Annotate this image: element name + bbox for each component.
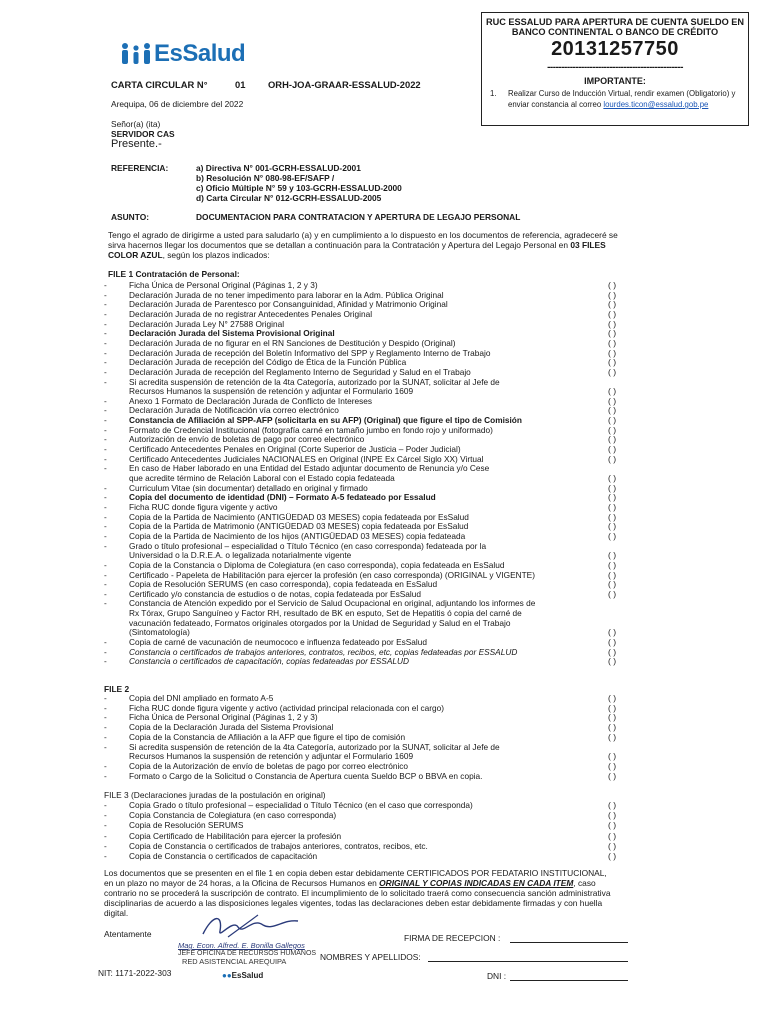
list-item-text: Constancia o certificados de trabajos anteriores, contratos, recibos, etc, copias fedateadas por ESSALUD bbox=[129, 646, 518, 657]
checkbox-paren[interactable]: ( ) bbox=[608, 731, 617, 742]
checkbox-paren[interactable]: ( ) bbox=[608, 550, 617, 561]
list-item-text: Constancia de Atención expedido por el Servicio de Salud Ocupacional en original, adjuntando los informes de bbox=[129, 598, 536, 609]
intro-line3: , según los plazos indicados: bbox=[162, 250, 270, 261]
ruc-info-box bbox=[481, 12, 749, 126]
checkbox-paren[interactable]: ( ) bbox=[608, 559, 617, 570]
list-item-text: Copia Certificado de Habilitación para ejercer la profesión bbox=[129, 830, 342, 841]
bullet-dash: - bbox=[104, 357, 107, 368]
list-item-text: vacunación fedateado, Formatos originales otorgados por la Unidad de Seguridad y Salud en el Trabajo bbox=[129, 617, 511, 628]
list-item-text: Ficha Única de Personal Original (Páginas 1, 2 y 3) bbox=[129, 712, 318, 723]
bullet-dash: - bbox=[104, 770, 107, 781]
bullet-dash: - bbox=[104, 482, 107, 493]
checkbox-paren[interactable]: ( ) bbox=[608, 318, 617, 329]
bullet-dash: - bbox=[104, 463, 107, 474]
list-item-text: Copia de la Autorización de envío de boletas de pago por correo electrónico bbox=[129, 760, 409, 771]
bullet-dash: - bbox=[104, 559, 107, 570]
checkbox-paren[interactable]: ( ) bbox=[608, 299, 617, 310]
list-item-text: Copia de Constancia o certificados de trabajos anteriores, contratos, recibos, etc. bbox=[129, 840, 428, 851]
checkbox-paren[interactable]: ( ) bbox=[608, 347, 617, 358]
list-item-text: (Sintomatología) bbox=[129, 627, 190, 638]
bullet-dash: - bbox=[104, 760, 107, 771]
referencia-item: d) Carta Circular N° 012-GCRH-ESSALUD-2005 bbox=[196, 193, 382, 203]
checkbox-paren[interactable]: ( ) bbox=[608, 492, 617, 503]
important-label: IMPORTANTE: bbox=[584, 76, 646, 86]
bullet-dash: - bbox=[104, 569, 107, 580]
list-item-text: Ficha RUC donde figura vigente y activo (actividad principal relacionada con el cargo) bbox=[129, 702, 444, 713]
bullet-dash: - bbox=[104, 424, 107, 435]
checkbox-paren[interactable]: ( ) bbox=[608, 693, 617, 703]
checkbox-paren[interactable]: ( ) bbox=[608, 656, 617, 667]
checkbox-paren[interactable]: ( ) bbox=[608, 280, 617, 290]
checkbox-paren[interactable]: ( ) bbox=[608, 308, 617, 319]
list-item-text: Ficha Única de Personal Original (Páginas 1, 2 y 3) bbox=[129, 280, 318, 290]
list-item-text: Declaración Jurada de recepción del Reglamento Interno de Seguridad y Salud en el Trabajo bbox=[129, 366, 471, 377]
list-item-text: Curriculum Vitae (sin documentar) detallado en original y firmado bbox=[129, 482, 368, 493]
salutation: Señor(a) (ita) bbox=[111, 119, 161, 129]
intro-color: COLOR AZUL bbox=[108, 250, 163, 261]
checkbox-paren[interactable]: ( ) bbox=[608, 405, 617, 416]
checkbox-paren[interactable]: ( ) bbox=[608, 453, 617, 464]
bullet-dash: - bbox=[104, 741, 107, 752]
checkbox-paren[interactable]: ( ) bbox=[608, 800, 617, 810]
closing-line2-end: , caso bbox=[573, 878, 596, 889]
list-item-text: Certificado - Papeleta de Habilitación para ejercer la profesión (en caso corresponda) (ORIGINAL y VIGENTE) bbox=[129, 569, 535, 580]
list-item-text: Grado o título profesional – especialidad o Título Técnico (en caso corresponda) fedateada por la bbox=[129, 540, 487, 551]
bullet-dash: - bbox=[104, 395, 107, 406]
list-item-text: Declaración Jurada de Parentesco por Consanguinidad, Afinidad y Matrimonio Original bbox=[129, 299, 448, 310]
checkbox-paren[interactable]: ( ) bbox=[608, 627, 617, 638]
signer-logo-text: EsSalud bbox=[231, 971, 264, 980]
checkbox-paren[interactable]: ( ) bbox=[608, 328, 617, 339]
bullet-dash: - bbox=[104, 530, 107, 541]
atentamente: Atentamente bbox=[104, 929, 152, 939]
checkbox-paren[interactable]: ( ) bbox=[608, 444, 617, 455]
list-item-text: Certificado Antecedentes Penales en Original (Corte Superior de Justicia – Poder Judicial) bbox=[129, 444, 461, 455]
bullet-dash: - bbox=[104, 588, 107, 599]
referencia-label: REFERENCIA: bbox=[111, 163, 169, 173]
signer-role: JEFE OFICINA DE RECURSOS HUMANOS bbox=[178, 950, 317, 957]
nit: NIT: 1171-2022-303 bbox=[98, 968, 172, 978]
carta-number: 01 bbox=[235, 79, 246, 90]
file3-title: FILE 3 (Declaraciones juradas de la postulación en original) bbox=[104, 790, 326, 800]
checkbox-paren[interactable]: ( ) bbox=[608, 530, 617, 541]
closing-line5: digital. bbox=[104, 908, 129, 919]
bullet-dash: - bbox=[104, 637, 107, 648]
list-item-text: En caso de Haber laborado en una Entidad del Estado adjuntar documento de Renuncia y/o Cese bbox=[129, 463, 490, 474]
list-item-text: Copia de la Constancia de Afiliación a la AFP que figure el tipo de comisión bbox=[129, 731, 406, 742]
referencia-item: a) Directiva N° 001-GCRH-ESSALUD-2001 bbox=[196, 163, 361, 173]
ruc-title bbox=[482, 13, 748, 37]
important-item-line1: Realizar Curso de Inducción Virtual, rendir examen (Obligatorio) y bbox=[508, 89, 736, 98]
list-item-text: que acredite término de Relación Laboral con el Estado copia fedateada bbox=[129, 473, 395, 483]
closing-line2: en un plazo no mayor de 24 horas, a la Oficina de Recursos Humanos en bbox=[104, 878, 380, 889]
bullet-dash: - bbox=[104, 712, 107, 723]
bullet-dash: - bbox=[104, 492, 107, 503]
family-icon bbox=[120, 42, 152, 66]
bullet-dash: - bbox=[104, 646, 107, 657]
bullet-dash: - bbox=[104, 656, 107, 667]
list-item-text: Declaración Jurada de recepción del Código de Ética de la Función Pública bbox=[129, 357, 407, 368]
referencia-item: b) Resolución N° 080-98-EF/SAFP / bbox=[196, 173, 335, 183]
list-item-text: Rx Tórax, Grupo Sanguíneo y Factor RH, resultado de BK en esputo, Set de Hepatitis ó copia del carné de bbox=[129, 608, 522, 619]
list-item-text: Declaración Jurada de no tener impedimento para laborar en la Adm. Pública Original bbox=[129, 289, 444, 300]
nombres-line[interactable] bbox=[428, 961, 628, 962]
checkbox-paren[interactable]: ( ) bbox=[608, 424, 617, 435]
bullet-dash: - bbox=[104, 366, 107, 377]
list-item-text: Declaración Jurada del Sistema Provisional Original bbox=[129, 328, 335, 339]
nombres-label: NOMBRES Y APELLIDOS: bbox=[320, 952, 421, 962]
list-item-text: Anexo 1 Formato de Declaración Jurada de Conflicto de Intereses bbox=[129, 395, 373, 406]
list-item-text: Recursos Humanos la suspensión de retención y adjuntar el Formulario 1609 bbox=[129, 751, 414, 762]
list-item-text: Certificado Antecedentes Judiciales NACIONALES en Original (INPE Ex Cárcel Siglo XX) Virtual bbox=[129, 453, 484, 464]
bullet-dash: - bbox=[104, 328, 107, 339]
logo-text: EsSalud bbox=[154, 40, 246, 67]
essalud-logo bbox=[120, 40, 245, 68]
bullet-dash: - bbox=[104, 434, 107, 445]
list-item-text: Copia del documento de identidad (DNI) – Formato A-5 fedateado por Essalud bbox=[129, 492, 436, 503]
closing-paragraph bbox=[104, 868, 664, 918]
bullet-dash: - bbox=[104, 501, 107, 512]
firma-label: FIRMA DE RECEPCION : bbox=[404, 933, 501, 943]
bullet-dash: - bbox=[104, 800, 107, 810]
list-item-text: Copia de Resolución SERUMS (en caso corresponda), copia fedateada en EsSalud bbox=[129, 579, 438, 590]
ruc-number: 20131257750 bbox=[551, 38, 679, 60]
ruc-title-line2: BANCO CONTINENTAL O BANCO DE CRÉDITO bbox=[511, 27, 719, 37]
signer-logo-icon: ●● bbox=[222, 971, 232, 980]
checkbox-paren[interactable]: ( ) bbox=[608, 415, 617, 426]
list-item-text: Copia Constancia de Colegiatura (en caso corresponda) bbox=[129, 810, 337, 821]
list-item-text: Formato de Credencial Institucional (fotografía carné en tamaño jumbo en fondo rojo y uniformado) bbox=[129, 424, 493, 435]
list-item-text: Declaración Jurada de Notificación vía correo electrónico bbox=[129, 405, 339, 416]
bullet-dash: - bbox=[104, 598, 107, 609]
list-item-text: Copia de la Declaración Jurada del Sistema Provisional bbox=[129, 722, 334, 733]
bullet-dash: - bbox=[104, 405, 107, 416]
list-item-text: Constancia de Afiliación al SPP-AFP (solicitarla en su AFP) (Original) que figure el tipo de Comisión bbox=[129, 415, 522, 426]
important-item-line2: enviar constancia al correo bbox=[508, 100, 602, 109]
ruc-title-line1: RUC ESSALUD PARA APERTURA DE CUENTA SUELDO EN bbox=[485, 17, 745, 27]
list-item-text: Copia de la Constancia o Diploma de Colegiatura (en caso corresponda), copia fedateada en EsSalud bbox=[129, 559, 505, 570]
intro-files: 03 FILES bbox=[570, 240, 606, 251]
list-item-text: Copia de carné de vacunación de neumococo e influenza fedateado por EsSalud bbox=[129, 637, 427, 648]
checkbox-paren[interactable]: ( ) bbox=[608, 366, 617, 377]
bullet-dash: - bbox=[104, 722, 107, 733]
carta-code: ORH-JOA-GRAAR-ESSALUD-2022 bbox=[268, 79, 421, 90]
checkbox-paren[interactable]: ( ) bbox=[608, 830, 617, 841]
bullet-dash: - bbox=[104, 693, 107, 703]
closing-line1: Los documentos que se presenten en el file 1 en copia deben estar debidamente CERTIFICADOS POR FEDATARIO INSTITUCIONAL, bbox=[104, 868, 607, 878]
bullet-dash: - bbox=[104, 851, 107, 861]
list-item-text: Si acredita suspensión de retención de la 4ta Categoría, autorizado por la SUNAT, solicitar al Jefe de bbox=[129, 741, 500, 752]
bullet-dash: - bbox=[104, 511, 107, 522]
recipient: SERVIDOR CAS bbox=[111, 129, 175, 139]
important-item-number: 1. bbox=[490, 89, 497, 98]
checkbox-paren[interactable]: ( ) bbox=[608, 386, 617, 397]
bullet-dash: - bbox=[104, 702, 107, 713]
checkbox-paren[interactable]: ( ) bbox=[608, 722, 617, 733]
bullet-dash: - bbox=[104, 521, 107, 532]
signer-name: Mag. Econ. Alfred. E. Bonilla Gallegos bbox=[178, 941, 305, 950]
checkbox-paren[interactable]: ( ) bbox=[608, 770, 617, 781]
intro-line2: sirva hacernos llegar los documentos que se detallan a continuación para la Contratación y Apertura del Legajo Personal en bbox=[108, 240, 571, 251]
bullet-dash: - bbox=[104, 731, 107, 742]
checkbox-paren[interactable]: ( ) bbox=[608, 810, 617, 821]
list-item-text: Copia de Resolución SERUMS bbox=[129, 820, 244, 831]
checkbox-paren[interactable]: ( ) bbox=[608, 473, 617, 483]
checkbox-paren[interactable]: ( ) bbox=[608, 840, 617, 851]
carta-label: CARTA CIRCULAR N° bbox=[111, 79, 208, 90]
bullet-dash: - bbox=[104, 308, 107, 319]
checkbox-paren[interactable]: ( ) bbox=[608, 501, 617, 512]
signer-logo bbox=[222, 971, 360, 980]
list-item-text: Certificado y/o constancia de estudios o de notas, copia fedateada por EsSalud bbox=[129, 588, 421, 599]
bullet-dash: - bbox=[104, 579, 107, 590]
checkbox-paren[interactable]: ( ) bbox=[608, 289, 617, 300]
bullet-dash: - bbox=[104, 347, 107, 358]
checkbox-paren[interactable]: ( ) bbox=[608, 482, 617, 493]
checkbox-paren[interactable]: ( ) bbox=[608, 521, 617, 532]
intro-line1: Tengo el agrado de dirigirme a usted para saludarlo (a) y en cumplimiento a lo dispuesto en los documentos de referencia, agradeceré se bbox=[108, 230, 618, 240]
list-item-text: Copia de la Partida de Nacimiento (ANTIGÜEDAD 03 MESES) copia fedateada por EsSalud bbox=[129, 511, 469, 522]
bullet-dash: - bbox=[104, 299, 107, 310]
bullet-dash: - bbox=[104, 820, 107, 831]
signature-scribble bbox=[198, 909, 308, 945]
list-item-text: Recursos Humanos la suspensión de retención y adjuntar el Formulario 1609 bbox=[129, 386, 414, 397]
closing-line4: disciplinarias de acuerdo a las disposiciones legales vigentes, todas las declaraciones deben estar debidamente firmadas y con huella bbox=[104, 898, 603, 909]
file2-title: FILE 2 bbox=[104, 684, 130, 694]
list-item-text: Ficha RUC donde figura vigente y activo bbox=[129, 501, 278, 512]
email-link[interactable]: lourdes.ticon@essalud.gob.pe bbox=[603, 100, 709, 109]
checkbox-paren[interactable]: ( ) bbox=[608, 337, 617, 348]
bullet-dash: - bbox=[104, 376, 107, 387]
list-item-text: Si acredita suspensión de retención de la 4ta Categoría, autorizado por la SUNAT, solicitar al Jefe de bbox=[129, 376, 500, 387]
referencia-item: c) Oficio Múltiple N° 59 y 103-GCRH-ESSALUD-2000 bbox=[196, 183, 402, 193]
intro-paragraph bbox=[108, 230, 648, 260]
dni-line[interactable] bbox=[510, 980, 628, 981]
checkbox-paren[interactable]: ( ) bbox=[608, 851, 617, 861]
list-item-text: Copia de la Partida de Matrimonio (ANTIGÜEDAD 03 MESES) copia fedateada por EsSalud bbox=[129, 521, 469, 532]
list-item-text: Constancia o certificados de capacitación, copias fedateadas por ESSALUD bbox=[129, 656, 409, 667]
checkbox-paren[interactable]: ( ) bbox=[608, 820, 617, 831]
checkbox-paren[interactable]: ( ) bbox=[608, 511, 617, 522]
file1-title: FILE 1 Contratación de Personal: bbox=[108, 269, 240, 279]
bullet-dash: - bbox=[104, 453, 107, 464]
bullet-dash: - bbox=[104, 540, 107, 551]
checkbox-paren[interactable]: ( ) bbox=[608, 712, 617, 723]
list-item-text: Copia Grado o título profesional – especialidad o Título Técnico (en el caso que corresponda) bbox=[129, 800, 473, 810]
bullet-dash: - bbox=[104, 318, 107, 329]
bullet-dash: - bbox=[104, 840, 107, 851]
checkbox-paren[interactable]: ( ) bbox=[608, 395, 617, 406]
bullet-dash: - bbox=[104, 289, 107, 300]
list-item-text: Universidad o la D.R.E.A. o legalizada notarialmente vigente bbox=[129, 550, 352, 561]
important-item bbox=[482, 86, 748, 110]
firma-line[interactable] bbox=[510, 942, 628, 943]
bullet-dash: - bbox=[104, 810, 107, 821]
checkbox-paren[interactable]: ( ) bbox=[608, 646, 617, 657]
dni-label: DNI : bbox=[487, 971, 507, 981]
list-item-text: Copia de la Partida de Nacimiento de los hijos (ANTIGÜEDAD 03 MESES) copia fedateada bbox=[129, 530, 466, 541]
checkbox-paren[interactable]: ( ) bbox=[608, 434, 617, 445]
checkbox-paren[interactable]: ( ) bbox=[608, 637, 617, 648]
closing-emphasis: ORIGINAL Y COPIAS INDICADAS EN CADA ITEM bbox=[379, 878, 574, 889]
checkbox-paren[interactable]: ( ) bbox=[608, 760, 617, 771]
date: Arequipa, 06 de diciembre del 2022 bbox=[111, 99, 244, 109]
list-item-text: Copia del DNI ampliado en formato A-5 bbox=[129, 693, 274, 703]
list-item-text: Declaración Jurada de no figurar en el RN Sanciones de Destitución y Despido (Original) bbox=[129, 337, 456, 348]
checkbox-paren[interactable]: ( ) bbox=[608, 569, 617, 580]
asunto-text: DOCUMENTACION PARA CONTRATACION Y APERTURA DE LEGAJO PERSONAL bbox=[196, 212, 521, 222]
presente: Presente.- bbox=[111, 138, 162, 150]
list-item-text: Autorización de envío de boletas de pago por correo electrónico bbox=[129, 434, 365, 445]
checkbox-paren[interactable]: ( ) bbox=[608, 357, 617, 368]
list-item-text: Declaración Jurada de recepción del Boletín Informativo del SPP y Reglamento Interno de Trabajo bbox=[129, 347, 491, 358]
bullet-dash: - bbox=[104, 280, 107, 290]
list-item-text: Declaración Jurada de no registrar Antecedentes Penales Original bbox=[129, 308, 373, 319]
checkbox-paren[interactable]: ( ) bbox=[608, 579, 617, 590]
checkbox-paren[interactable]: ( ) bbox=[608, 588, 617, 599]
signature-block bbox=[178, 915, 317, 980]
bullet-dash: - bbox=[104, 830, 107, 841]
signer-network: RED ASISTENCIAL AREQUIPA bbox=[182, 957, 287, 966]
closing-line3: contrario no se procederá la suscripción de contrato. El incumplimiento de lo solicitado traerá como consecuencia sanción administrativa bbox=[104, 888, 611, 899]
asunto-label: ASUNTO: bbox=[111, 212, 149, 222]
bullet-dash: - bbox=[104, 415, 107, 426]
checkbox-paren[interactable]: ( ) bbox=[608, 751, 617, 762]
ruc-divider: ------------------------------------------------ bbox=[547, 64, 683, 72]
list-item-text: Copia de Constancia o certificados de capacitación bbox=[129, 851, 318, 861]
bullet-dash: - bbox=[104, 337, 107, 348]
bullet-dash: - bbox=[104, 444, 107, 455]
list-item-text: Declaración Jurada Ley N° 27588 Original bbox=[129, 318, 285, 329]
checkbox-paren[interactable]: ( ) bbox=[608, 702, 617, 713]
list-item-text: Formato o Cargo de la Solicitud o Constancia de Apertura cuenta Sueldo BCP o BBVA en copia. bbox=[129, 770, 483, 781]
